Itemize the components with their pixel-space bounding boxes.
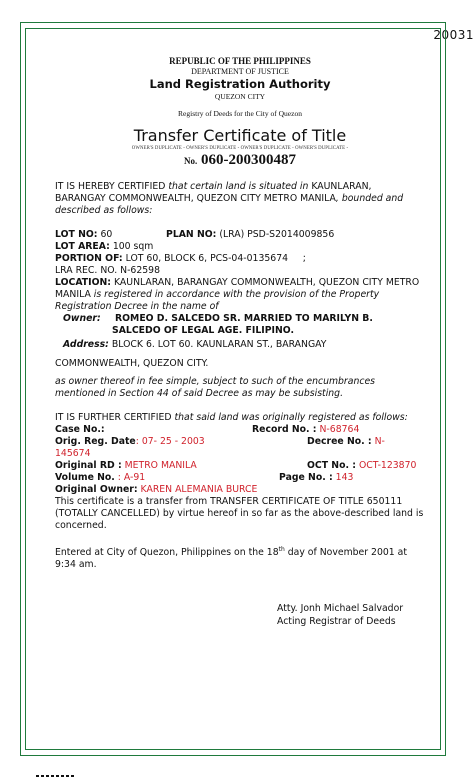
entered-part-a: Entered at City of Quezon, Philippines on the 18: [55, 547, 279, 559]
duplicate-line: OWNER'S DUPLICATE - OWNER'S DUPLICATE - OWNER'S DUPLICATE - OWNER'S DUPLICATE -: [131, 146, 349, 151]
intro-paragraph: [55, 181, 425, 217]
lot-no-value: 60: [100, 229, 113, 240]
lot-area-value: 100 sqm: [112, 241, 154, 252]
authority-heading: Land Registration Authority: [149, 77, 331, 91]
intro-part-d: , bounded and described as follows:: [55, 193, 404, 216]
certificate-number-prefix: No.: [184, 156, 198, 166]
document-title: Transfer Certificate of Title: [133, 126, 347, 145]
oct-no-label: OCT No. :: [307, 460, 356, 471]
original-registration: [55, 412, 425, 532]
portion-label: PORTION OF:: [55, 253, 123, 264]
footer-mark: [36, 775, 76, 777]
decree-no-label: Decree No. :: [307, 436, 372, 447]
location-paragraph: [55, 277, 425, 313]
date-decree-row: [55, 436, 425, 448]
address-line2: COMMONWEALTH, QUEZON CITY.: [55, 358, 209, 369]
volume-no-value: : A-91: [117, 472, 146, 483]
location-tail: is registered in accordance with the provision of the Property Registration Decree in the name of: [55, 289, 380, 312]
further-part-b: that said land was originally registered as follows:: [174, 412, 408, 423]
plan-no-value: (LRA) PSD-S2014009856: [219, 229, 335, 240]
address-line1: BLOCK 6. LOT 60. KAUNLARAN ST., BARANGAY: [111, 339, 327, 350]
case-no-label: Case No.:: [55, 424, 105, 435]
registrar-title: Acting Registrar of Deeds: [277, 616, 396, 627]
lot-area-row: [55, 241, 425, 253]
case-record-row: [55, 424, 425, 436]
transfer-paragraph: This certificate is a transfer from TRANSFER CERTIFICATE OF TITLE 650111 (TOTALLY CANCELLED) by virtue hereof in so far as the above-described land is concerned.: [55, 496, 424, 531]
lot-details: [55, 229, 425, 370]
original-owner-label: Original Owner:: [55, 484, 138, 495]
portion-row: [55, 253, 425, 265]
decree-no-value-b: 145674: [55, 448, 91, 459]
decree-no-value-a: N-: [374, 436, 385, 447]
lot-plan-row: [55, 229, 425, 241]
record-no-value: N-68764: [319, 424, 360, 435]
city-heading: QUEZON CITY: [214, 92, 266, 101]
republic-heading: REPUBLIC OF THE PHILIPPINES: [169, 56, 311, 66]
owner-row: [55, 313, 425, 325]
address-label: Address:: [63, 339, 109, 350]
page-no-value: 143: [335, 472, 354, 483]
address-row: [55, 339, 425, 351]
entered-paragraph: [55, 544, 425, 571]
intro-part-a: IT IS HEREBY CERTIFIED: [55, 181, 169, 192]
intro-part-c: KAUNLARAN, BARANGAY COMMONWEALTH, QUEZON CITY METRO MANILA: [55, 181, 372, 204]
rd-oct-row: [55, 460, 425, 472]
lot-no-label: LOT NO:: [55, 229, 98, 240]
intro-part-b: that certain land is situated in: [168, 181, 312, 192]
document-corner-number: 20031: [433, 28, 474, 42]
department-heading: DEPARTMENT OF JUSTICE: [191, 67, 289, 76]
volume-page-row: [55, 472, 425, 484]
location-label: LOCATION:: [55, 277, 111, 288]
location-value: KAUNLARAN, BARANGAY COMMONWEALTH, QUEZON CITY METRO MANILA: [55, 277, 420, 300]
further-certified: [55, 412, 425, 424]
volume-no-label: Volume No.: [55, 472, 115, 483]
owner-name-line2: SALCEDO OF LEGAL AGE. FILIPINO.: [112, 325, 295, 336]
page-no-label: Page No. :: [279, 472, 333, 483]
portion-value: LOT 60, BLOCK 6, PCS-04-0135674 ;: [125, 253, 306, 264]
original-owner-value: KAREN ALEMANIA BURCE: [140, 484, 258, 495]
oct-no-value: OCT-123870: [358, 460, 417, 471]
certificate-body: [55, 56, 425, 571]
lra-rec-row: LRA REC. NO. N-62598: [55, 265, 161, 276]
certificate-number: [55, 152, 425, 169]
orig-reg-date-label: Orig. Reg. Date: [55, 436, 136, 447]
lot-area-label: LOT AREA:: [55, 241, 110, 252]
orig-rd-label: Original RD :: [55, 460, 122, 471]
plan-no-label: PLAN NO:: [166, 229, 217, 240]
record-no-label: Record No. :: [252, 424, 317, 435]
entered-suffix: th: [278, 546, 285, 553]
owner-name-line1: ROMEO D. SALCEDO SR. MARRIED TO MARILYN B.: [115, 313, 373, 324]
entered-part-b: day of November 2001 at 9:34 am.: [55, 547, 408, 571]
fee-simple-paragraph: as owner thereof in fee simple, subject to such of the encumbrances mentioned in Section 44 of said Decree as may be subsisting.: [55, 376, 376, 399]
registrar-name: Atty. Jonh Michael Salvador: [277, 603, 404, 614]
owner-label: Owner:: [63, 313, 101, 324]
signature-block: [277, 602, 403, 628]
further-part-a: IT IS FURTHER CERTIFIED: [55, 412, 175, 423]
certificate-number-value: 060-200300487: [201, 152, 296, 168]
orig-reg-date-value: : 07- 25 - 2003: [135, 436, 205, 447]
orig-rd-value: METRO MANILA: [124, 460, 197, 471]
registry-heading: Registry of Deeds for the City of Quezon: [178, 109, 302, 118]
original-owner-row: [55, 484, 425, 496]
